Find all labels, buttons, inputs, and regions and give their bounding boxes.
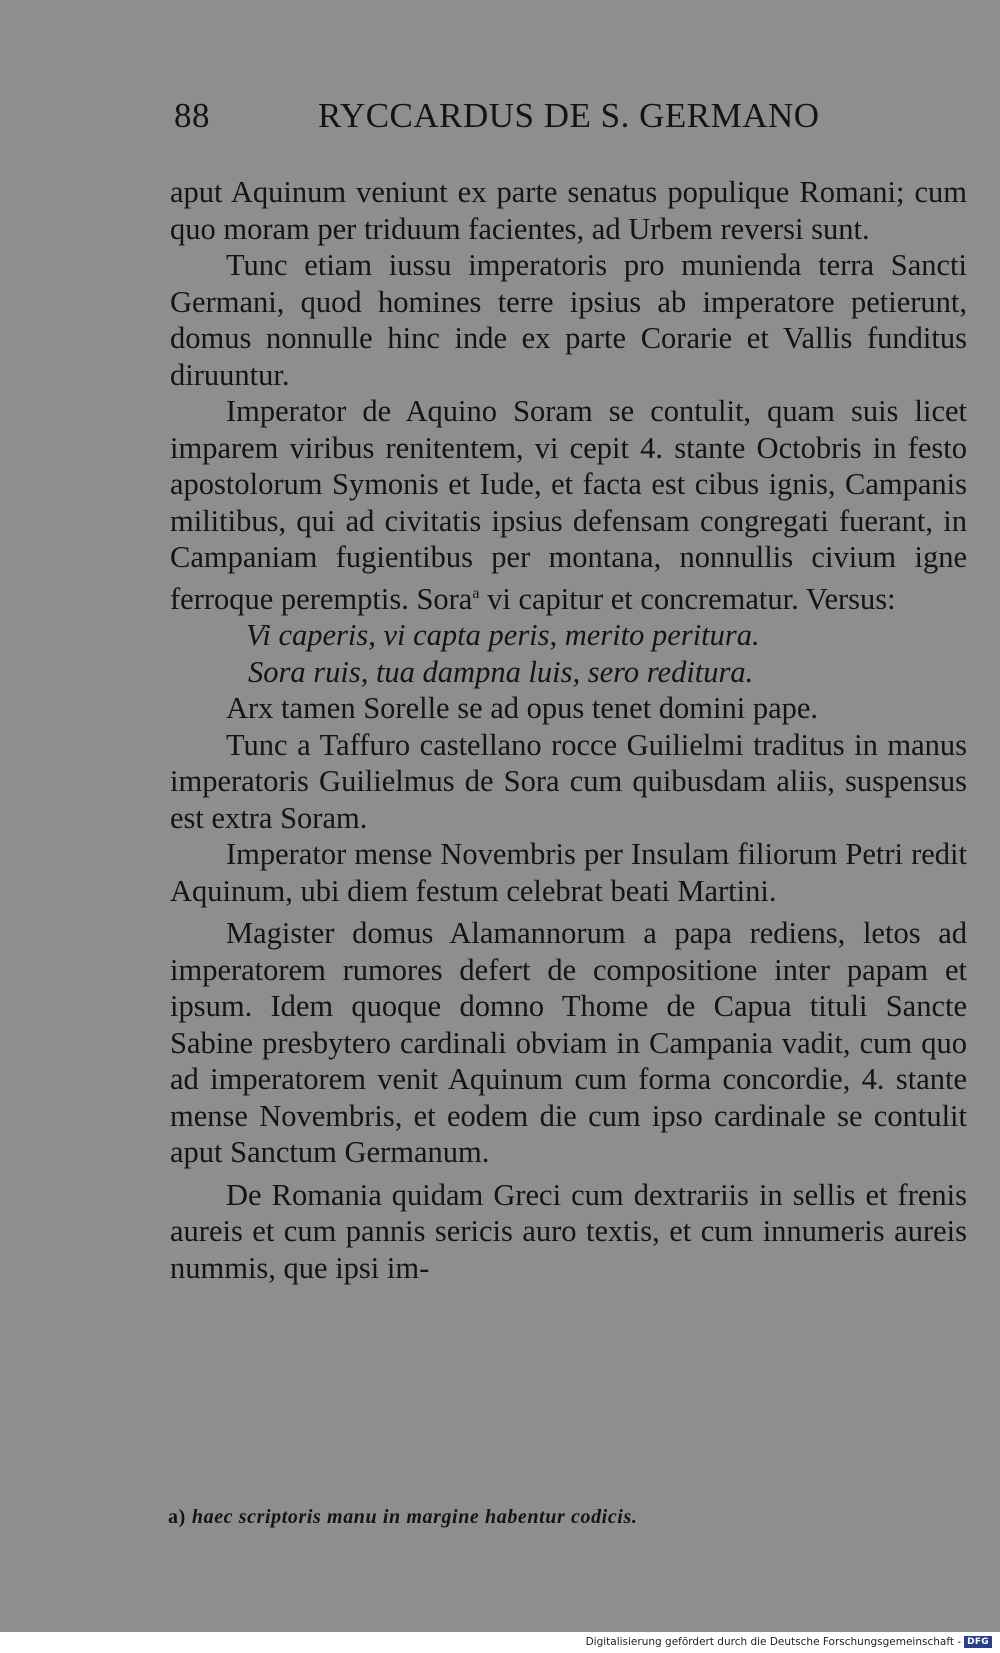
paragraph-5: Tunc a Taffuro castellano rocce Guilielmi traditus in manus imperatoris Guilielmus de Sora cum quibusdam aliis, suspensus est extra Soram. [170, 727, 967, 835]
verse-line-1: Vi caperis, vi capta peris, merito peritura. [246, 618, 760, 653]
page-number: 88 [174, 96, 210, 135]
paragraph-3-text: Imperator de Aquino Soram se contulit, quam suis licet imparem viribus renitentem, vi cepit 4. stante Octobris in festo apostolorum Symonis et Iude, et facta est cibus ignis, Campanis militibus, qui ad civitatis ipsius defensam congregati fuerant, in Campaniam fugientibus per montana, nonnullis civium igne ferroque peremptis. Sora [170, 394, 967, 616]
footnote-reference: a [472, 584, 480, 602]
paragraph-7: Magister domus Alamannorum a papa rediens, letos ad imperatorem rumores defert de compositione inter papam et ipsum. Idem quoque domno Thome de Capua tituli Sancte Sabine presbytero cardinali obviam in Campania vadit, cum quo ad imperatorem venit Aquinum cum forma concordie, 4. stante mense Novembris, et eodem die cum ipso cardinale se contulit aput Sanctum Germanum. [170, 916, 967, 1170]
footnote [168, 1506, 968, 1529]
funding-credit: Digitalisierung gefördert durch die Deutsche Forschungsgemeinschaft - [585, 1636, 962, 1648]
footnote-marker: a) [168, 1506, 186, 1528]
running-title: RYCCARDUS DE S. GERMANO [318, 96, 820, 135]
main-text [170, 174, 967, 1286]
paragraph-6: Imperator mense Novembris per Insulam filiorum Petri redit Aquinum, ubi diem festum celebrat beati Martini. [170, 837, 967, 908]
verse-line-2: Sora ruis, tua dampna luis, sero reditura. [248, 654, 754, 689]
paragraph-1: aput Aquinum veniunt ex parte senatus populique Romani; cum quo moram per triduum facientes, ad Urbem reversi sunt. [170, 175, 967, 246]
paragraph-4: Arx tamen Sorelle se ad opus tenet domini pape. [226, 691, 819, 726]
page-header [170, 96, 820, 146]
dfg-logo-icon: DFG [964, 1636, 992, 1648]
paragraph-3 [170, 393, 967, 617]
paragraph-8: De Romania quidam Greci cum dextrariis in sellis et frenis aureis et cum pannis sericis auro textis, et cum innumeris aureis nummis, que ipsi im- [170, 1177, 967, 1285]
footnote-text: haec scriptoris manu in margine habentur codicis. [191, 1506, 638, 1528]
paragraph-3-end: vi capitur et concrematur. Versus: [479, 581, 896, 616]
paragraph-2: Tunc etiam iussu imperatoris pro munienda terra Sancti Germani, quod homines terre ipsius ab imperatore petierunt, domus nonnulle hinc inde ex parte Corarie et Vallis funditus diruuntur. [170, 248, 967, 392]
digitization-footer [586, 1634, 992, 1650]
